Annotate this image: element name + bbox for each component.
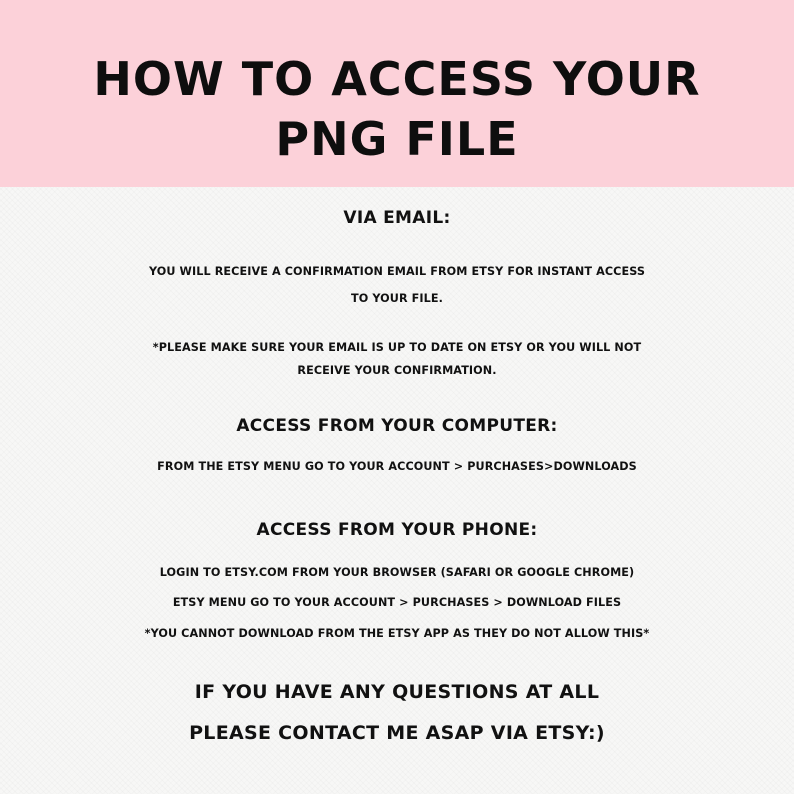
email-text-line1: YOU WILL RECEIVE A CONFIRMATION EMAIL FROM ETSY FOR INSTANT ACCESS xyxy=(148,265,646,278)
closing-line1: IF YOU HAVE ANY QUESTIONS AT ALL xyxy=(194,681,600,703)
email-text-line2: TO YOUR FILE. xyxy=(351,292,443,305)
computer-text-line1: FROM THE ETSY MENU GO TO YOUR ACCOUNT > PURCHASES>DOWNLOADS xyxy=(157,460,637,473)
closing-line2: PLEASE CONTACT ME ASAP VIA ETSY:) xyxy=(189,722,605,744)
header-banner xyxy=(0,0,794,187)
email-note-line1: *PLEASE MAKE SURE YOUR EMAIL IS UP TO DATE ON ETSY OR YOU WILL NOT xyxy=(152,341,642,354)
page-title-line2: PNG FILE xyxy=(275,112,519,166)
phone-text-line1: LOGIN TO ETSY.COM FROM YOUR BROWSER (SAFARI OR GOOGLE CHROME) xyxy=(159,566,635,579)
email-heading: VIA EMAIL: xyxy=(343,208,451,228)
phone-text-line2: ETSY MENU GO TO YOUR ACCOUNT > PURCHASES > DOWNLOAD FILES xyxy=(172,596,622,609)
page-title-line1: HOW TO ACCESS YOUR xyxy=(93,52,701,106)
computer-heading: ACCESS FROM YOUR COMPUTER: xyxy=(236,416,558,436)
phone-text-line3: *YOU CANNOT DOWNLOAD FROM THE ETSY APP AS THEY DO NOT ALLOW THIS* xyxy=(144,627,650,640)
email-note-line2: RECEIVE YOUR CONFIRMATION. xyxy=(297,364,497,377)
phone-heading: ACCESS FROM YOUR PHONE: xyxy=(256,520,538,540)
